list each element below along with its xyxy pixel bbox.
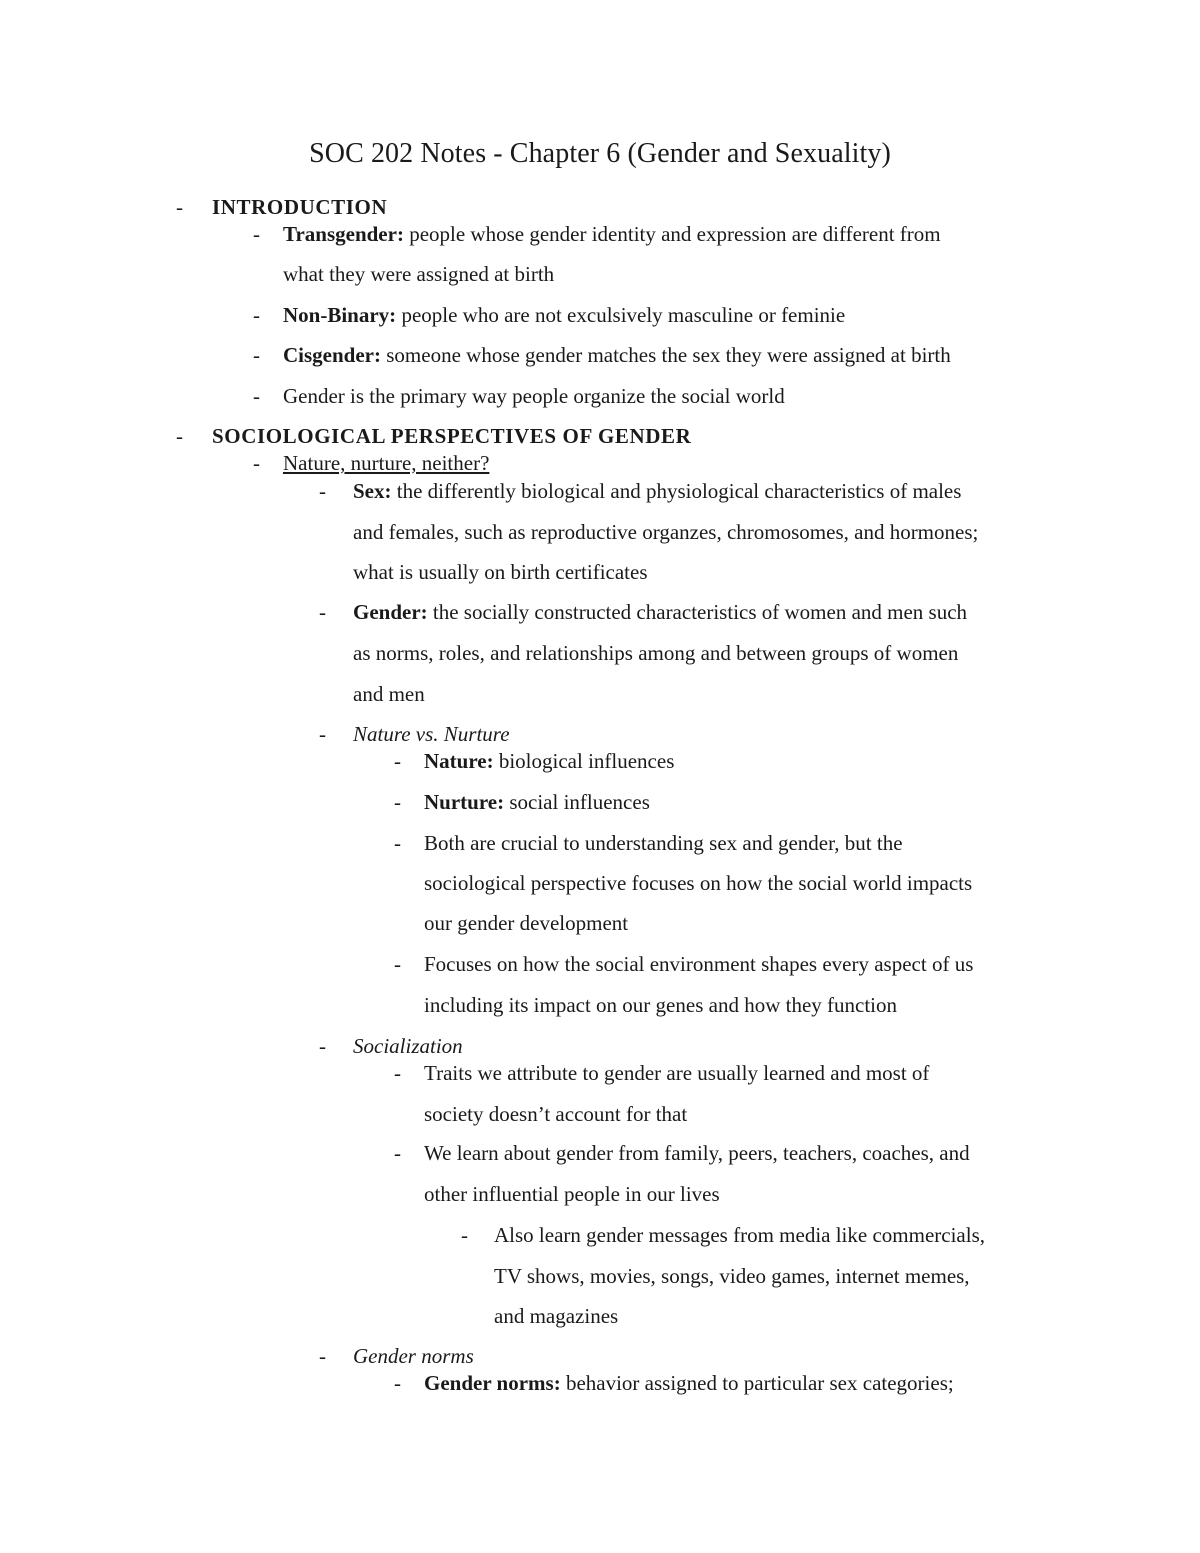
bullet-dash: - [461,1223,468,1247]
bullet-dash: - [394,1141,401,1165]
note-text-cont: other influential people in our lives [424,1182,720,1206]
note-text-cont-1: sociological perspective focuses on how the social world impacts [424,871,973,895]
definition-transgender: people whose gender identity and expression are different from [403,222,941,246]
bullet-dash: - [394,749,401,773]
bullet-dash: - [319,600,326,624]
bullet-dash: - [253,451,260,475]
bullet-dash: - [394,831,401,855]
term-nurture: Nurture: [424,790,505,814]
definition-transgender-cont: what they were assigned at birth [283,262,555,286]
note-text-cont-1: TV shows, movies, songs, video games, internet memes, [494,1264,970,1288]
bullet-dash: - [319,479,326,503]
note-text: Also learn gender messages from media like commercials, [494,1223,985,1247]
document-title: SOC 202 Notes - Chapter 6 (Gender and Sexuality) [309,138,891,169]
definition-gender: the socially constructed characteristics of women and men such [427,600,968,624]
bullet-dash: - [319,722,326,746]
bullet-dash: - [253,222,260,246]
bullet-dash: - [176,424,183,448]
definition-gender-norms: behavior assigned to particular sex categories; [560,1371,954,1395]
subheading-socialization: Socialization [353,1034,463,1058]
note-text: Focuses on how the social environment shapes every aspect of us [424,952,974,976]
note-text-cont: including its impact on our genes and how they function [424,993,897,1017]
term-nature: Nature: [424,749,494,773]
definition-nature: biological influences [493,749,675,773]
term-gender: Gender: [353,600,428,624]
bullet-dash: - [253,384,260,408]
bullet-dash: - [319,1034,326,1058]
bullet-dash: - [394,790,401,814]
bullet-dash: - [394,1061,401,1085]
definition-cisgender: someone whose gender matches the sex they were assigned at birth [381,343,951,367]
note-text-cont-2: and magazines [494,1304,619,1328]
subheading-nature-question: Nature, nurture, neither? [283,451,490,475]
bullet-dash: - [253,303,260,327]
definition-nonbinary: people who are not exculsively masculine or feminie [396,303,846,327]
definition-nurture: social influences [504,790,650,814]
note-text: We learn about gender from family, peers, teachers, coaches, and [424,1141,970,1165]
subheading-nature-vs-nurture: Nature vs. Nurture [353,722,510,746]
bullet-dash: - [394,1371,401,1395]
definition-gender-cont-1: as norms, roles, and relationships among and between groups of women [353,641,959,665]
note-text: Gender is the primary way people organize the social world [283,384,785,408]
section-heading-introduction: INTRODUCTION [212,195,388,219]
bullet-dash: - [394,952,401,976]
note-text-cont: society doesn’t account for that [424,1102,688,1126]
bullet-dash: - [319,1344,326,1368]
term-nonbinary: Non-Binary: [283,303,397,327]
section-heading-sociological-perspectives: SOCIOLOGICAL PERSPECTIVES OF GENDER [212,424,692,448]
subheading-gender-norms: Gender norms [353,1344,474,1368]
term-sex: Sex: [353,479,392,503]
definition-sex: the differently biological and physiological characteristics of males [391,479,962,503]
definition-sex-cont-2: what is usually on birth certificates [353,560,648,584]
term-transgender: Transgender: [283,222,404,246]
definition-gender-cont-2: and men [353,682,425,706]
definition-sex-cont-1: and females, such as reproductive organzes, chromosomes, and hormones; [353,520,979,544]
term-cisgender: Cisgender: [283,343,381,367]
note-text: Both are crucial to understanding sex and gender, but the [424,831,903,855]
term-gender-norms: Gender norms: [424,1371,561,1395]
note-text-cont-2: our gender development [424,911,629,935]
bullet-dash: - [253,343,260,367]
bullet-dash: - [176,195,183,219]
note-text: Traits we attribute to gender are usually learned and most of [424,1061,930,1085]
